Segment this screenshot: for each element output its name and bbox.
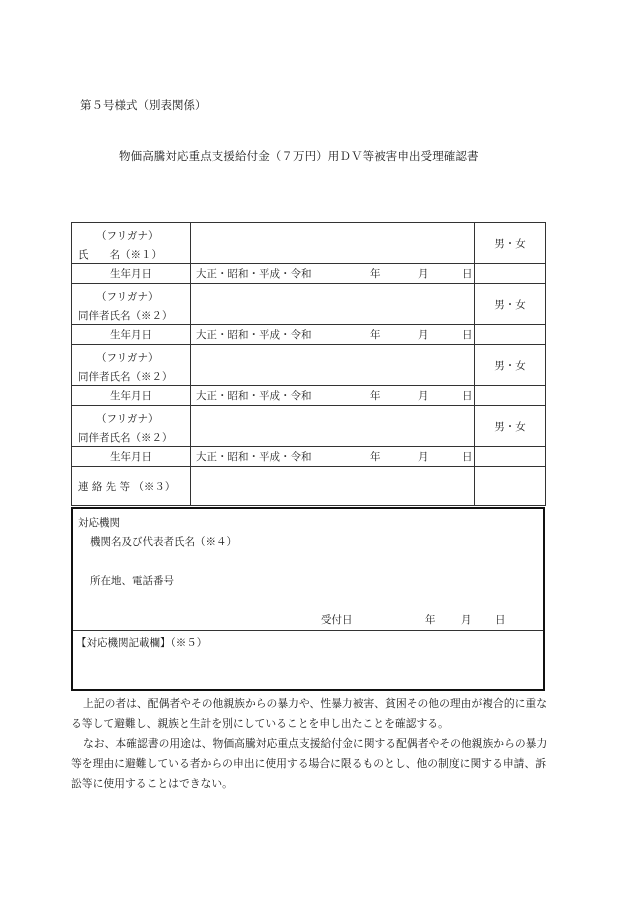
dob-label: 生年月日 [72,325,191,345]
companion-dob-row [72,325,546,345]
month-label: 月 [418,268,429,280]
companion-dob-field[interactable] [191,386,475,406]
document-title: 物価高騰対応重点支援給付金（７万円）用ＤＶ等被害申出受理確認書 [119,149,479,163]
companion-name-label: 同伴者氏名（※２） [78,310,173,322]
received-day-label: 日 [495,614,506,626]
year-label: 年 [370,268,381,280]
contact-label: 連 絡 先 等 （※３） [72,467,191,506]
companion-dob-row [72,386,546,406]
declaration-paragraph-2: なお、本確認書の用途は、物価高騰対応重点支援給付金に関する配偶者やその他親族からの暴力等を理由に避難している者からの申出に使用する場合に限るものとし、他の制度に関する申請、訴訟等に使用することはできない。 [71,737,548,790]
agency-address-label[interactable]: 所在地、電話番号 [90,575,174,587]
applicant-dob-row [72,264,546,284]
day-label: 日 [462,268,473,280]
furigana-label: （フリガナ） [96,291,159,303]
day-label: 日 [462,390,473,402]
gender-select[interactable]: 男・女 [475,284,546,325]
dob-blank-cell [475,386,546,406]
person-table [71,222,546,506]
companion-name-label-cell [72,284,191,325]
applicant-dob-field[interactable] [191,264,475,284]
dob-blank-cell [475,447,546,467]
agency-section [71,507,545,691]
companion-name-label-cell [72,345,191,386]
companion-dob-field[interactable] [191,447,475,467]
received-date-label: 受付日 [321,614,353,626]
dob-label: 生年月日 [72,264,191,284]
gender-select[interactable]: 男・女 [475,345,546,386]
form-number: 第５号様式（別表関係） [80,98,207,112]
agency-divider [73,630,543,631]
day-label: 日 [462,451,473,463]
furigana-label: （フリガナ） [96,413,159,425]
furigana-label: （フリガナ） [96,352,159,364]
year-label: 年 [370,390,381,402]
received-year-label: 年 [425,614,436,626]
year-label: 年 [370,451,381,463]
companion-name-label: 同伴者氏名（※２） [78,371,173,383]
agency-heading: 対応機関 [78,517,120,529]
applicant-name-field[interactable] [191,223,475,264]
companion-name-row [72,284,546,325]
companion-name-row [72,406,546,447]
month-label: 月 [418,329,429,341]
era-options: 大正・昭和・平成・令和 [196,329,312,341]
gender-select[interactable]: 男・女 [475,223,546,264]
dob-blank-cell [475,325,546,345]
contact-row [72,467,546,506]
contact-field[interactable] [191,467,475,506]
companion-name-row [72,345,546,386]
era-options: 大正・昭和・平成・令和 [196,451,312,463]
companion-dob-field[interactable] [191,325,475,345]
furigana-label: （フリガナ） [96,230,159,242]
companion-name-field[interactable] [191,284,475,325]
declaration-paragraph-1: 上記の者は、配偶者やその他親族からの暴力や、性暴力被害、貧困その他の理由が複合的に重なる等して避難し、親族と生計を別にしていることを申し出たことを確認する。 [71,697,548,730]
dob-label: 生年月日 [72,447,191,467]
year-label: 年 [370,329,381,341]
declaration-text [71,694,551,794]
gender-select[interactable]: 男・女 [475,406,546,447]
companion-dob-row [72,447,546,467]
name-label: 氏 名（※１） [78,249,162,261]
era-options: 大正・昭和・平成・令和 [196,390,312,402]
month-label: 月 [418,451,429,463]
companion-name-label-cell [72,406,191,447]
dob-blank-cell [475,264,546,284]
day-label: 日 [462,329,473,341]
applicant-name-row [72,223,546,264]
companion-name-field[interactable] [191,345,475,386]
agency-notes-label[interactable]: 【対応機関記載欄】（※５） [76,637,208,649]
era-options: 大正・昭和・平成・令和 [196,268,312,280]
month-label: 月 [418,390,429,402]
received-month-label: 月 [461,614,472,626]
companion-name-label: 同伴者氏名（※２） [78,432,173,444]
contact-extra-field[interactable] [475,467,546,506]
applicant-name-label-cell [72,223,191,264]
agency-name-label[interactable]: 機関名及び代表者氏名（※４） [90,536,237,548]
companion-name-field[interactable] [191,406,475,447]
dob-label: 生年月日 [72,386,191,406]
